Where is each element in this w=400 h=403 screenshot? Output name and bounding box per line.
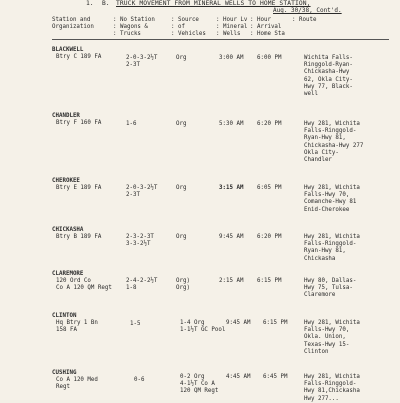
- row-vehicles: 1-6: [126, 121, 137, 127]
- row-station: CHICKASHA: [52, 227, 84, 233]
- row-route: Hwy 80, Dallas- Hwy 75, Tulsa- Claremore: [304, 278, 357, 299]
- row-arrive: 6:20 PM: [257, 121, 282, 127]
- row-station: CUSHING: [52, 370, 77, 376]
- row-org: Btry E 189 FA: [56, 185, 102, 191]
- col-wagons-line1: : No Station: [113, 17, 155, 23]
- col-station-header: [52, 17, 94, 31]
- row-source: Org: [176, 234, 187, 240]
- col-leave-line3: : Wells: [216, 31, 241, 38]
- col-wagons-header: [113, 17, 155, 39]
- row-route: Hwy 281, Wichita Falls-Ringgold- Ryan-Hwy 81, Chickasha-Hwy 277 Okla City- Chandler: [304, 121, 364, 164]
- row-arrive: 6:00 PM: [257, 55, 282, 61]
- col-arrive-line3: : Home Sta: [250, 31, 285, 38]
- row-leave: 4:45 AM: [226, 374, 251, 380]
- col-leave-line1: : Hour Lv: [216, 17, 248, 23]
- row-vehicles: 0-6: [134, 377, 145, 383]
- row-route: Wichita Falls- Ringgold-Ryan- Chickasha-Hwy 62, Okla City- Hwy 77, Black- well: [304, 55, 353, 98]
- row-vehicles: 2-4-2-2½T 1-8: [126, 278, 158, 292]
- row-station: CHEROKEE: [52, 178, 80, 184]
- col-leave-line2: : Mineral: [216, 24, 248, 31]
- row-leave: 9:45 AM: [219, 234, 244, 240]
- row-route: Hwy 281, Wichita Falls-Ringgold- Hwy 81,Chickasha Hwy 277...: [304, 374, 360, 402]
- col-arrive-line1: : Hour: [250, 17, 271, 23]
- row-vehicles: 1-5: [130, 321, 141, 327]
- row-org: 120 Ord Co Co A 120 QM Regt: [56, 278, 112, 292]
- header-rule: [52, 39, 389, 40]
- col-source-line1: : Source: [171, 17, 199, 23]
- row-arrive: 6:45 PM: [263, 374, 288, 380]
- row-source: Org: [176, 121, 187, 127]
- row-org: Co A 120 Med Regt: [56, 377, 98, 391]
- row-org: Hq Btry 1 Bn 158 FA: [56, 320, 98, 334]
- col-source-line3: : Vehicles: [171, 31, 206, 38]
- row-org: Btry F 160 FA: [56, 120, 102, 126]
- row-arrive: 6:20 PM: [257, 234, 282, 240]
- col-route-line1: : Route: [292, 17, 317, 23]
- row-station: CLAREMORE: [52, 271, 84, 277]
- row-station: BLACKWELL: [52, 47, 84, 53]
- col-source-header: [171, 17, 206, 39]
- col-arrive-line2: : Arrival: [250, 24, 282, 31]
- row-org: Btry B 189 FA: [56, 234, 102, 240]
- document-title: TRUCK MOVEMENT FROM MINERAL WELLS TO HOME STATION,: [116, 0, 311, 7]
- row-arrive: 6:15 PM: [257, 278, 282, 284]
- item-number: 1.: [86, 0, 94, 7]
- row-vehicles: 2-3-2-3T 3-3-2½T: [126, 234, 154, 248]
- section-letter: B.: [102, 0, 110, 7]
- row-leave: 9:45 AM: [226, 320, 251, 326]
- col-route-header: [292, 17, 316, 24]
- col-station-line1: Station and: [52, 17, 91, 23]
- row-leave: 3:00 AM: [219, 55, 244, 61]
- col-station-line2: Organization: [52, 24, 94, 31]
- col-source-line2: : of: [171, 24, 185, 31]
- row-arrive: 6:05 PM: [257, 185, 282, 191]
- row-route: Hwy 281, Wichita Falls-Ringgold- Ryan-Hwy 81, Chickasha: [304, 234, 360, 262]
- col-leave-header: [216, 17, 247, 39]
- row-source: 1-4 Org 1-1½T GC Pool: [180, 320, 226, 334]
- row-leave: 2:15 AM: [219, 278, 244, 284]
- row-arrive: 6:15 PM: [263, 320, 288, 326]
- row-leave: 5:30 AM: [219, 121, 244, 127]
- row-station: CHANDLER: [52, 113, 80, 119]
- row-vehicles: 2-0-3-2½T 2-3T: [126, 185, 158, 199]
- col-arrive-header: [250, 17, 285, 39]
- row-vehicles: 2-0-3-2½T 2-3T: [126, 55, 158, 69]
- row-station: CLINTON: [52, 313, 77, 319]
- row-route: Hwy 281, Wichita Falls-Hwy 70, Comanche-Hwy 81 Enid-Cherokee: [304, 185, 360, 213]
- row-source: Org: [176, 185, 187, 191]
- row-source: Org: [176, 55, 187, 61]
- row-source: 0-2 Org 4-1½T Co A 120 QM Regt: [180, 374, 219, 395]
- row-source: Org) Org): [176, 278, 190, 292]
- row-org: Btry C 189 FA: [56, 54, 102, 60]
- row-route: Hwy 281, Wichita Falls-Hwy 70, Okla. Union, Texas-Hwy 15- Clinton: [304, 320, 360, 355]
- row-leave: 3:15 AM: [219, 185, 244, 191]
- col-wagons-line3: : Trucks: [113, 31, 141, 38]
- col-wagons-line2: : Wagons &: [113, 24, 148, 31]
- document-date: Aug. 30/38, Cont'd.: [273, 7, 342, 14]
